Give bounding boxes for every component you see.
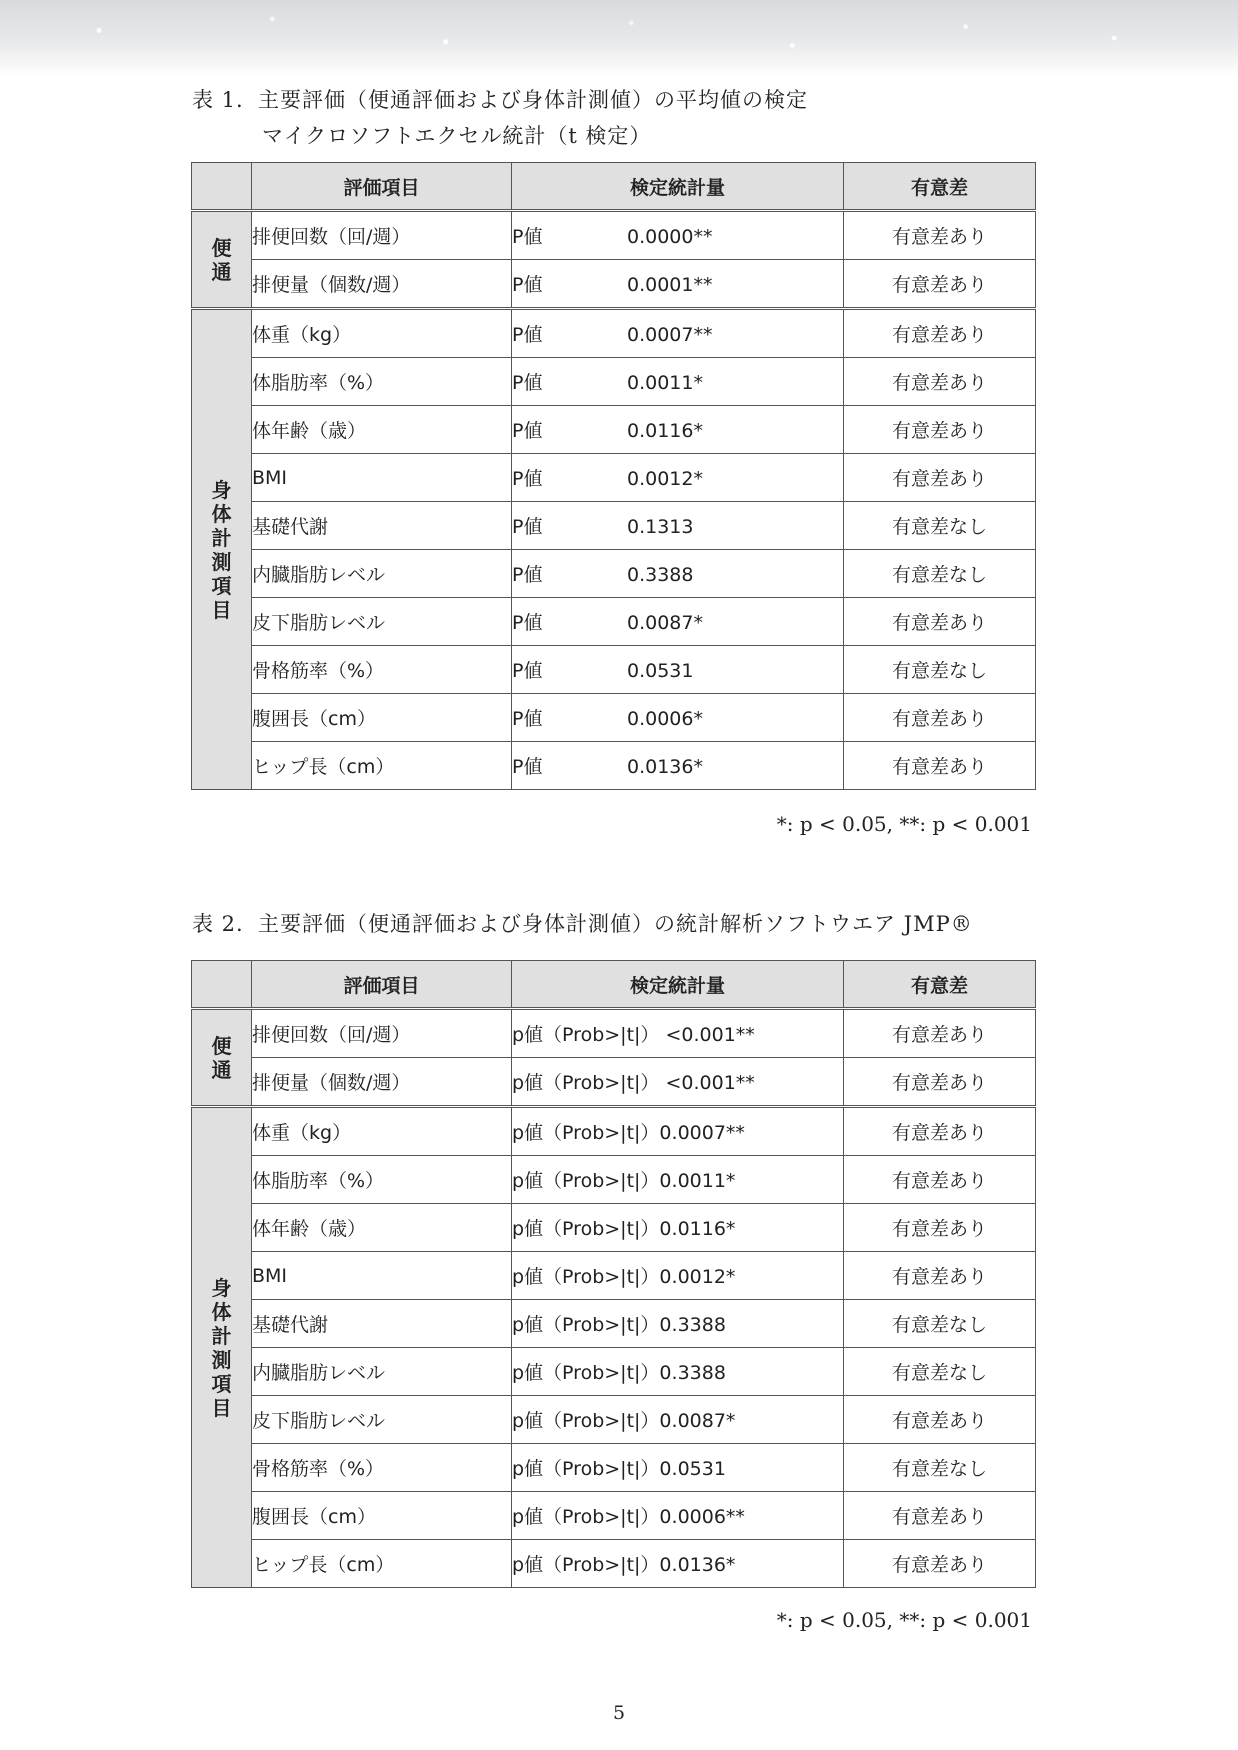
group-label-char: 身	[211, 1275, 232, 1300]
sig-cell: 有意差あり	[844, 598, 1036, 646]
header-decoration	[0, 0, 1238, 76]
table-row	[192, 260, 1036, 309]
table2-caption	[192, 908, 973, 938]
table-row	[192, 694, 1036, 742]
stat-label: P値	[512, 226, 543, 248]
group-label-char: 測	[211, 549, 232, 574]
item-cell: 皮下脂肪レベル	[252, 598, 512, 646]
table-row	[192, 742, 1036, 790]
item-cell: 内臓脂肪レベル	[252, 550, 512, 598]
group-label-char: 身	[211, 477, 232, 502]
item-cell: 体年齢（歳）	[252, 1204, 512, 1252]
group-label-char: 通	[211, 1057, 232, 1082]
sig-cell: 有意差あり	[844, 1107, 1036, 1156]
stat-label: P値	[512, 564, 543, 586]
table1-caption-subtitle: マイクロソフトエクセル統計（t 検定）	[262, 124, 652, 148]
item-cell: 体年齢（歳）	[252, 406, 512, 454]
table-row	[192, 454, 1036, 502]
table-row	[192, 502, 1036, 550]
stat-value: 0.0001**	[627, 274, 713, 296]
table2-caption-title: 主要評価（便通評価および身体計測値）の統計解析ソフトウエア JMP®	[258, 912, 973, 936]
stat-label: P値	[512, 372, 543, 394]
stat-cell: p値（Prob>|t|）0.0011*	[512, 1156, 844, 1204]
table2-header-corner	[192, 961, 252, 1009]
group-label-char: 計	[211, 1323, 232, 1348]
item-cell: 排便量（個数/週）	[252, 1058, 512, 1107]
stat-cell	[512, 550, 844, 598]
stat-value: 0.0000**	[627, 226, 713, 248]
sig-cell: 有意差あり	[844, 1396, 1036, 1444]
stat-label: P値	[512, 756, 543, 778]
table2	[191, 960, 1036, 1588]
sig-cell: 有意差あり	[844, 309, 1036, 358]
sig-cell: 有意差あり	[844, 1540, 1036, 1588]
table-row	[192, 598, 1036, 646]
table-row	[192, 646, 1036, 694]
table-row	[192, 1058, 1036, 1107]
table1	[191, 162, 1036, 790]
item-cell: 基礎代謝	[252, 1300, 512, 1348]
stat-label: P値	[512, 660, 543, 682]
stat-cell: p値（Prob>|t|） <0.001**	[512, 1009, 844, 1058]
sig-cell: 有意差あり	[844, 1156, 1036, 1204]
stat-label: P値	[512, 324, 543, 346]
item-cell: 排便回数（回/週）	[252, 1009, 512, 1058]
stat-value: 0.1313	[627, 516, 694, 538]
stat-label: P値	[512, 612, 543, 634]
stat-value: 0.0531	[627, 660, 694, 682]
item-cell: 基礎代謝	[252, 502, 512, 550]
stat-cell: p値（Prob>|t|）0.0136*	[512, 1540, 844, 1588]
table-row	[192, 1348, 1036, 1396]
sig-cell: 有意差なし	[844, 1348, 1036, 1396]
item-cell: 腹囲長（cm）	[252, 1492, 512, 1540]
stat-cell: p値（Prob>|t|）0.0006**	[512, 1492, 844, 1540]
sig-cell: 有意差あり	[844, 406, 1036, 454]
table1-caption-title: 主要評価（便通評価および身体計測値）の平均値の検定	[258, 88, 808, 112]
sig-cell: 有意差あり	[844, 358, 1036, 406]
sig-cell: 有意差あり	[844, 1058, 1036, 1107]
sig-cell: 有意差なし	[844, 1300, 1036, 1348]
group-label	[192, 1107, 252, 1588]
item-cell: 体脂肪率（%）	[252, 358, 512, 406]
item-cell: 体重（kg）	[252, 309, 512, 358]
group-label	[192, 309, 252, 790]
stat-value: 0.0012*	[627, 468, 703, 490]
table1-note: *: p < 0.05, **: p < 0.001	[776, 812, 1032, 836]
sig-cell: 有意差あり	[844, 211, 1036, 260]
stat-cell: p値（Prob>|t|） <0.001**	[512, 1058, 844, 1107]
item-cell: ヒップ長（cm）	[252, 742, 512, 790]
stat-label: P値	[512, 420, 543, 442]
stat-value: 0.0136*	[627, 756, 703, 778]
group-label-char: 目	[211, 597, 232, 622]
stat-label: P値	[512, 468, 543, 490]
table-row	[192, 1444, 1036, 1492]
group-label-char: 便	[211, 1033, 232, 1058]
sig-cell: 有意差あり	[844, 1204, 1036, 1252]
stat-cell: p値（Prob>|t|）0.3388	[512, 1300, 844, 1348]
group-label-char: 計	[211, 525, 232, 550]
table2-caption-number: 表 2.	[192, 912, 244, 936]
table-row	[192, 1107, 1036, 1156]
item-cell: BMI	[252, 454, 512, 502]
sig-cell: 有意差あり	[844, 1009, 1036, 1058]
stat-value: 0.0087*	[627, 612, 703, 634]
stat-cell	[512, 211, 844, 260]
stat-cell: p値（Prob>|t|）0.0012*	[512, 1252, 844, 1300]
table1-header-row	[192, 163, 1036, 211]
sig-cell: 有意差なし	[844, 502, 1036, 550]
stat-cell	[512, 358, 844, 406]
group-label-char: 通	[211, 259, 232, 284]
table-row	[192, 1252, 1036, 1300]
table2-header-stat: 検定統計量	[512, 961, 844, 1009]
item-cell: 内臓脂肪レベル	[252, 1348, 512, 1396]
table-row	[192, 1300, 1036, 1348]
table-row	[192, 309, 1036, 358]
stat-cell: p値（Prob>|t|）0.0007**	[512, 1107, 844, 1156]
item-cell: 排便回数（回/週）	[252, 211, 512, 260]
table1-header-stat: 検定統計量	[512, 163, 844, 211]
group-label	[192, 1009, 252, 1107]
sig-cell: 有意差なし	[844, 646, 1036, 694]
table-row	[192, 1396, 1036, 1444]
stat-cell	[512, 454, 844, 502]
group-label	[192, 211, 252, 309]
page-number: 5	[612, 1702, 626, 1724]
group-label-char: 項	[211, 573, 232, 598]
stat-value: 0.0007**	[627, 324, 713, 346]
table1-caption-number: 表 1.	[192, 88, 244, 112]
group-label-char: 便	[211, 235, 232, 260]
item-cell: 腹囲長（cm）	[252, 694, 512, 742]
sig-cell: 有意差あり	[844, 1492, 1036, 1540]
stat-cell	[512, 260, 844, 309]
stat-cell	[512, 694, 844, 742]
stat-cell: p値（Prob>|t|）0.0531	[512, 1444, 844, 1492]
group-label-char: 目	[211, 1395, 232, 1420]
stat-value: 0.0011*	[627, 372, 703, 394]
table-row	[192, 1492, 1036, 1540]
item-cell: BMI	[252, 1252, 512, 1300]
stat-cell: p値（Prob>|t|）0.0116*	[512, 1204, 844, 1252]
stat-cell	[512, 406, 844, 454]
stat-value: 0.3388	[627, 564, 694, 586]
table-row	[192, 1540, 1036, 1588]
item-cell: 骨格筋率（%）	[252, 1444, 512, 1492]
sig-cell: 有意差あり	[844, 694, 1036, 742]
stat-cell	[512, 502, 844, 550]
table2-header-row	[192, 961, 1036, 1009]
table1-header-corner	[192, 163, 252, 211]
item-cell: 体脂肪率（%）	[252, 1156, 512, 1204]
stat-cell	[512, 646, 844, 694]
item-cell: 体重（kg）	[252, 1107, 512, 1156]
stat-label: P値	[512, 516, 543, 538]
item-cell: 皮下脂肪レベル	[252, 1396, 512, 1444]
sig-cell: 有意差あり	[844, 742, 1036, 790]
table-row	[192, 358, 1036, 406]
stat-cell: p値（Prob>|t|）0.3388	[512, 1348, 844, 1396]
group-label-char: 体	[211, 501, 232, 526]
stat-value: 0.0006*	[627, 708, 703, 730]
table1-caption	[192, 84, 808, 150]
table1-header-sig: 有意差	[844, 163, 1036, 211]
stat-label: P値	[512, 274, 543, 296]
sig-cell: 有意差なし	[844, 550, 1036, 598]
stat-cell	[512, 742, 844, 790]
table2-header-sig: 有意差	[844, 961, 1036, 1009]
sig-cell: 有意差あり	[844, 454, 1036, 502]
group-label-char: 項	[211, 1371, 232, 1396]
group-label-char: 体	[211, 1299, 232, 1324]
table-row	[192, 1156, 1036, 1204]
item-cell: 骨格筋率（%）	[252, 646, 512, 694]
table2-note: *: p < 0.05, **: p < 0.001	[776, 1608, 1032, 1632]
table-row	[192, 406, 1036, 454]
table-row	[192, 1009, 1036, 1058]
group-label-char: 測	[211, 1347, 232, 1372]
stat-cell	[512, 598, 844, 646]
sig-cell: 有意差あり	[844, 260, 1036, 309]
sig-cell: 有意差なし	[844, 1444, 1036, 1492]
stat-value: 0.0116*	[627, 420, 703, 442]
table-row	[192, 550, 1036, 598]
table-row	[192, 1204, 1036, 1252]
stat-cell: p値（Prob>|t|）0.0087*	[512, 1396, 844, 1444]
table-row	[192, 211, 1036, 260]
stat-cell	[512, 309, 844, 358]
sig-cell: 有意差あり	[844, 1252, 1036, 1300]
item-cell: ヒップ長（cm）	[252, 1540, 512, 1588]
stat-label: P値	[512, 708, 543, 730]
table2-header-item: 評価項目	[252, 961, 512, 1009]
table1-header-item: 評価項目	[252, 163, 512, 211]
item-cell: 排便量（個数/週）	[252, 260, 512, 309]
